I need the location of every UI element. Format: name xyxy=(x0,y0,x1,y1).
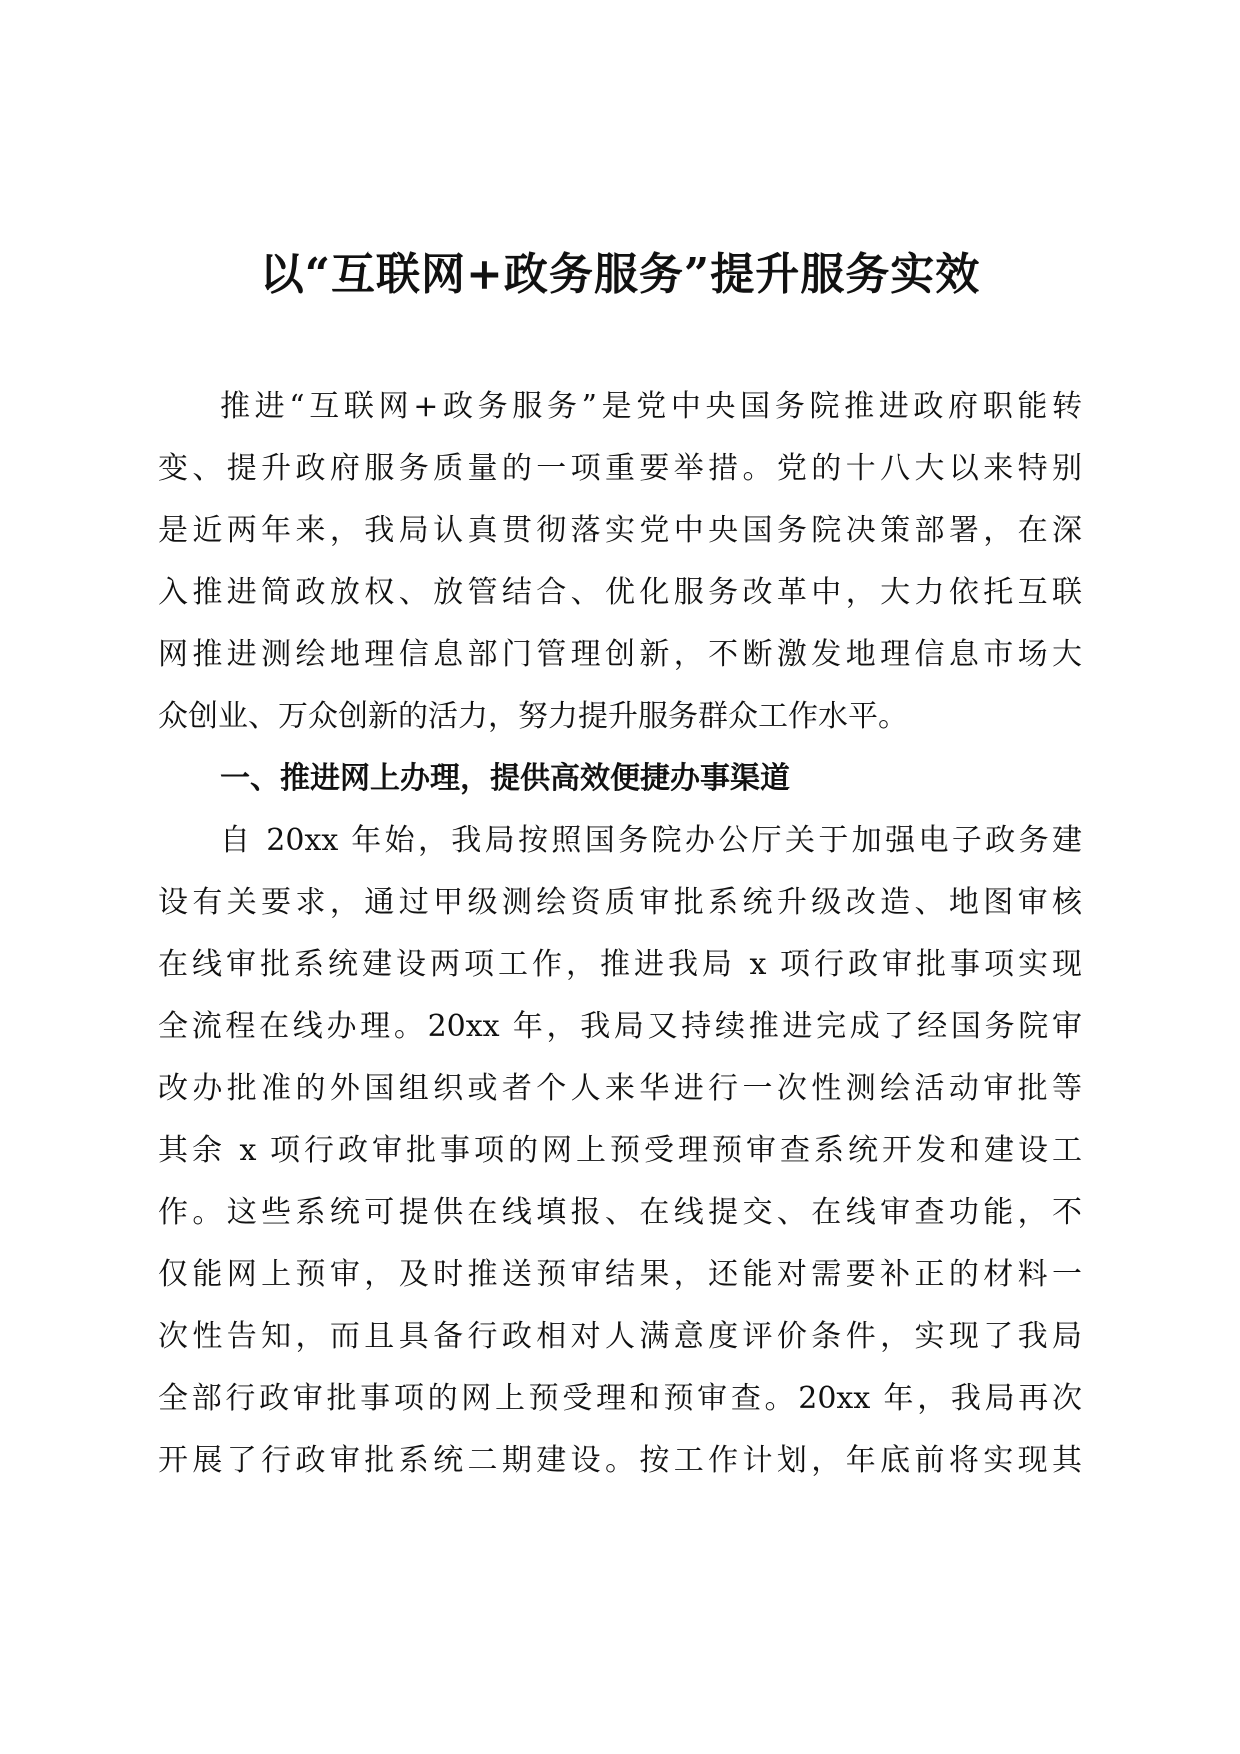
paragraph-line: 全流程在线办理。20xx 年，我局又持续推进完成了经国务院审 xyxy=(158,1009,1082,1044)
paragraph-line: 设有关要求，通过甲级测绘资质审批系统升级改造、地图审核 xyxy=(158,885,1082,920)
paragraph-line: 改办批准的外国组织或者个人来华进行一次性测绘活动审批等 xyxy=(158,1071,1082,1106)
document-title: 以“互联网+政务服务”提升服务实效 xyxy=(259,249,981,300)
paragraph-line: 网推进测绘地理信息部门管理创新，不断激发地理信息市场大 xyxy=(158,637,1082,672)
paragraph-line: 推进“互联网+政务服务”是党中央国务院推进政府职能转 xyxy=(220,389,1082,424)
paragraph-line: 开展了行政审批系统二期建设。按工作计划，年底前将实现其 xyxy=(158,1443,1082,1478)
paragraph-section1 xyxy=(158,810,1082,1492)
paragraph-line: 变、提升政府服务质量的一项重要举措。党的十八大以来特别 xyxy=(158,451,1082,486)
paragraph-line: 自 20xx 年始，我局按照国务院办公厅关于加强电子政务建 xyxy=(220,823,1082,858)
paragraph-line: 次性告知，而且具备行政相对人满意度评价条件，实现了我局 xyxy=(158,1319,1082,1354)
paragraph-line: 入推进简政放权、放管结合、优化服务改革中，大力依托互联 xyxy=(158,575,1082,610)
paragraph-line: 是近两年来，我局认真贯彻落实党中央国务院决策部署，在深 xyxy=(158,513,1082,548)
section-heading: 一、推进网上办理，提供高效便捷办事渠道 xyxy=(220,761,790,796)
paragraph-line: 全部行政审批事项的网上预受理和预审查。20xx 年，我局再次 xyxy=(158,1381,1082,1416)
paragraph-line: 在线审批系统建设两项工作，推进我局 x 项行政审批事项实现 xyxy=(158,947,1082,982)
document-body xyxy=(158,376,1082,1492)
paragraph-line: 众创业、万众创新的活力，努力提升服务群众工作水平。 xyxy=(158,699,908,734)
paragraph-line: 仅能网上预审，及时推送预审结果，还能对需要补正的材料一 xyxy=(158,1257,1082,1292)
paragraph-intro xyxy=(158,376,1082,748)
paragraph-line: 其余 x 项行政审批事项的网上预受理预审查系统开发和建设工 xyxy=(158,1133,1082,1168)
paragraph-line: 作。这些系统可提供在线填报、在线提交、在线审查功能，不 xyxy=(158,1195,1082,1230)
